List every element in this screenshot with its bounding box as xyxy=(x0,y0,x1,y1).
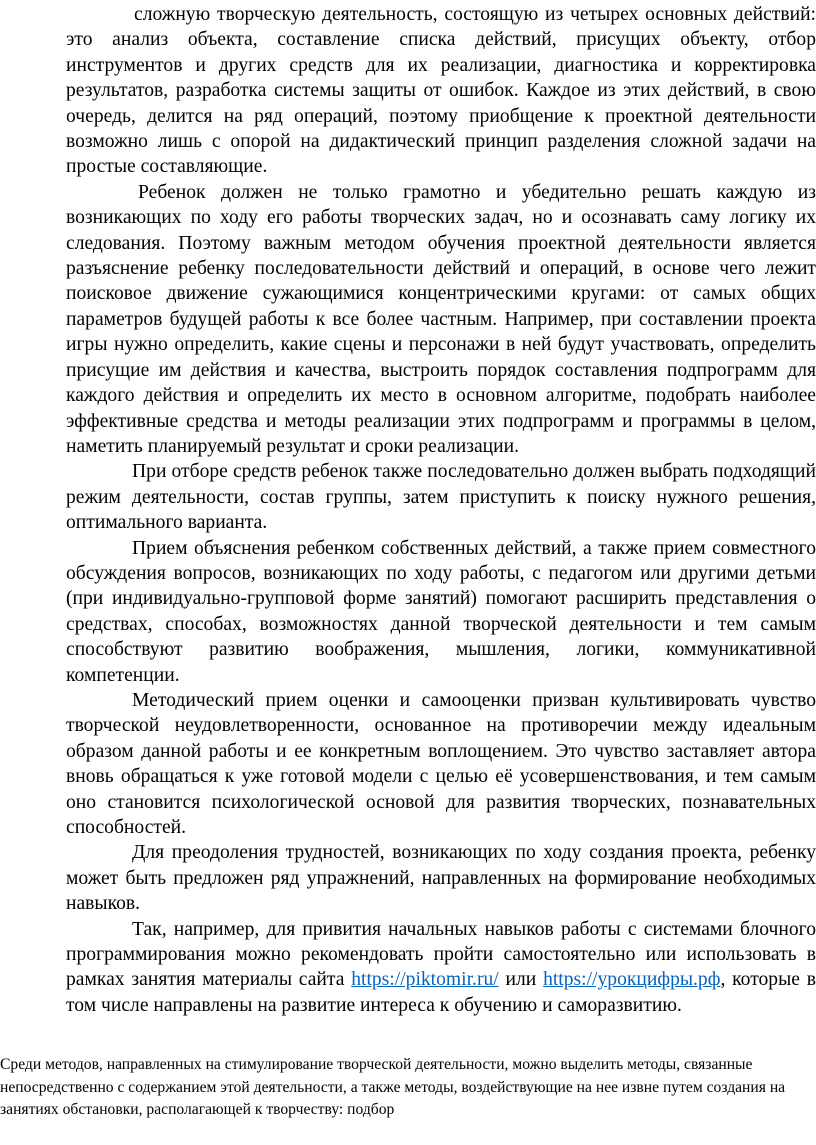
footnote-block xyxy=(0,1054,816,1122)
paragraph-continuation: сложную творческую деятельность, состоящую из четырех основных действий: это анализ объекта, составление списка действий, присущих объекту, отбор инструментов и других средств для их реализации, диагностика и корректировка результатов, разработка системы защиты от ошибок. Каждое из этих действий, в свою очередь, делится на ряд операций, поэтому приобщение к проектной деятельности возможно лишь с опорой на дидактический принцип разделения сложной задачи на простые составляющие. xyxy=(66,4,816,178)
link-urokcifry[interactable]: https://урокцифры.рф xyxy=(543,969,721,991)
document-body xyxy=(66,2,816,1018)
paragraph-self-assessment: Методический прием оценки и самооценки призван культивировать чувство творческой неудовлетворенности, основанное на противоречии между идеальным образом данной работы и ее конкретным воплощением. Это чувство заставляет автора вновь обращаться к уже готовой модели с целью её усовершенствования, и тем самым оно становится психологической основой для развития творческих, познавательных способностей. xyxy=(66,689,816,838)
websites-text-start: Так, например, для привития начальных навыков работы с системами блочного программирования можно рекомендовать пройти самостоятельно или использовать в рамках занятия материалы сайта xyxy=(66,918,816,991)
paragraph-means-selection: При отборе средств ребенок также последовательно должен выбрать подходящий режим деятельности, состав группы, затем приступить к поиску нужного решения, оптимального варианта. xyxy=(66,461,816,534)
paragraph-explanation-method: Прием объяснения ребенком собственных действий, а также прием совместного обсуждения вопросов, возникающих по ходу работы, с педагогом или другими детьми (при индивидуально-групповой форме занятий) помогают расширить представления о средствах, способах, возможностях данной творческой деятельности и тем самым способствуют развитию воображения, мышления, логики, коммуникативной компетенции. xyxy=(66,537,816,686)
paragraph-exercises: Для преодоления трудностей, возникающих по ходу создания проекта, ребенку может быть предложен ряд упражнений, направленных на формирование необходимых навыков. xyxy=(66,842,816,915)
footnote-text: Среди методов, направленных на стимулирование творческой деятельности, можно выделить методы, связанные непосредственно с содержанием этой деятельности, а также методы, воздействующие на нее извне путем создания на занятиях обстановки, располагающей к творчеству: подбор xyxy=(0,1056,786,1118)
websites-text-or: или xyxy=(498,969,544,991)
paragraph-websites xyxy=(66,917,816,1019)
websites-text-end: , которые в том числе направлены на развитие интереса к обучению и саморазвитию. xyxy=(66,969,816,1016)
link-piktomir[interactable]: https://piktomir.ru/ xyxy=(351,969,499,991)
paragraph-logic: Ребенок должен не только грамотно и убедительно решать каждую из возникающих по ходу его работы творческих задач, но и осознавать саму логику их следования. Поэтому важным методом обучения проектной деятельности является разъяснение ребенку последовательности действий и операций, в основе чего лежит поисковое движение сужающимися концентрическими кругами: от самых общих параметров будущей работы к все более частным. Например, при составлении проекта игры нужно определить, какие сцены и персонажи в ней будут участвовать, определить присущие им действия и качества, выстроить порядок составления подпрограмм для каждого действия и определить их место в основном алгоритме, подобрать наиболее эффективные средства и методы реализации этих подпрограмм и программы в целом, наметить планируемый результат и сроки реализации. xyxy=(66,181,816,457)
